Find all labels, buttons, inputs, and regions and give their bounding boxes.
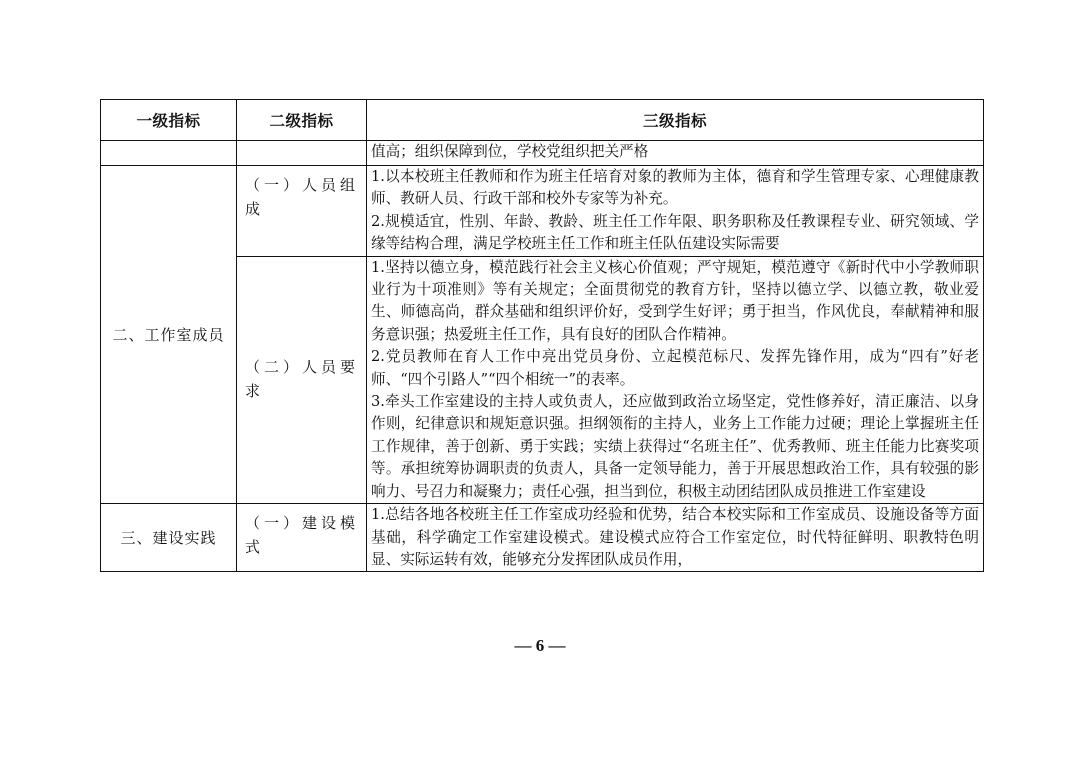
cell-practice-level1: 三、建设实践 (101, 504, 237, 572)
list-item: 3.牵头工作室建设的主持人或负责人，还应做到政治立场坚定，党性修养好，清正廉洁、以身作则，纪律意识和规矩意识强。担纲领衔的主持人，业务上工作能力过硬；理论上掌握班主任工作规律，善于创新、勇于实践；实绩上获得过“名班主任”、优秀教师、班主任能力比赛奖项等。承担统筹协调职责的负责人，具备一定领导能力，善于开展思想政治工作，具有较强的影响力、号召力和凝聚力；责任心强，担当到位，积极主动团结团队成员推进工作室建设 (371, 393, 979, 500)
list-item: 2.规模适宜，性别、年龄、教龄、班主任工作年限、职务职称及任教课程专业、研究领域、学缘等结构合理，满足学校班主任工作和班主任队伍建设实际需要 (371, 212, 979, 253)
table-row-continued (101, 141, 984, 166)
cell-members-level1: 二、工作室成员 (101, 166, 237, 504)
cell-continued-text: 值高；组织保障到位，学校党组织把关严格 (367, 141, 984, 166)
cell-model-level2: （一）建设模式 (237, 504, 367, 572)
table-row-model (101, 504, 984, 572)
table-row-composition (101, 166, 984, 257)
list-item: 1.以本校班主任教师和作为班主任培育对象的教师为主体，德育和学生管理专家、心理健康教师、教研人员、行政干部和校外专家等为补充。 (371, 168, 979, 208)
list-item: 1.坚持以德立身，模范践行社会主义核心价值观；严守规矩，模范遵守《新时代中小学教师职业行为十项准则》等有关规定；全面贯彻党的教育方针，坚持以德立学、以德立教，敬业爱生、师德高尚，群众基础和组织评价好，受到学生好评；勇于担当，作风优良，奉献精神和服务意识强；热爱班主任工作，具有良好的团队合作精神。 (371, 258, 979, 343)
cell-composition-level2: （一）人员组成 (237, 166, 367, 257)
page-number: — 6 — (514, 636, 566, 655)
table-header-row (101, 100, 984, 141)
cell-requirements-level3 (367, 256, 984, 503)
cell-requirements-level2: （二）人员要求 (237, 256, 367, 503)
cell-empty-level2 (237, 141, 367, 166)
header-level2: 二级指标 (237, 100, 367, 141)
indicator-table (100, 99, 984, 572)
list-item: 1.总结各地各校班主任工作室成功经验和优势，结合本校实际和工作室成员、设施设备等方面基础，科学确定工作室建设模式。建设模式应符合工作室定位，时代特征鲜明、职教特色明显、实际运转有效，能够充分发挥团队成员作用， (371, 506, 979, 568)
header-level1: 一级指标 (101, 100, 237, 141)
cell-composition-level3 (367, 166, 984, 257)
header-level3: 三级指标 (367, 100, 984, 141)
list-item: 2.党员教师在育人工作中亮出党员身份、立起模范标尺、发挥先锋作用，成为“四有”好老师、“四个引路人”“四个相统一”的表率。 (371, 348, 979, 388)
cell-model-level3 (367, 504, 984, 572)
cell-empty-level1 (101, 141, 237, 166)
